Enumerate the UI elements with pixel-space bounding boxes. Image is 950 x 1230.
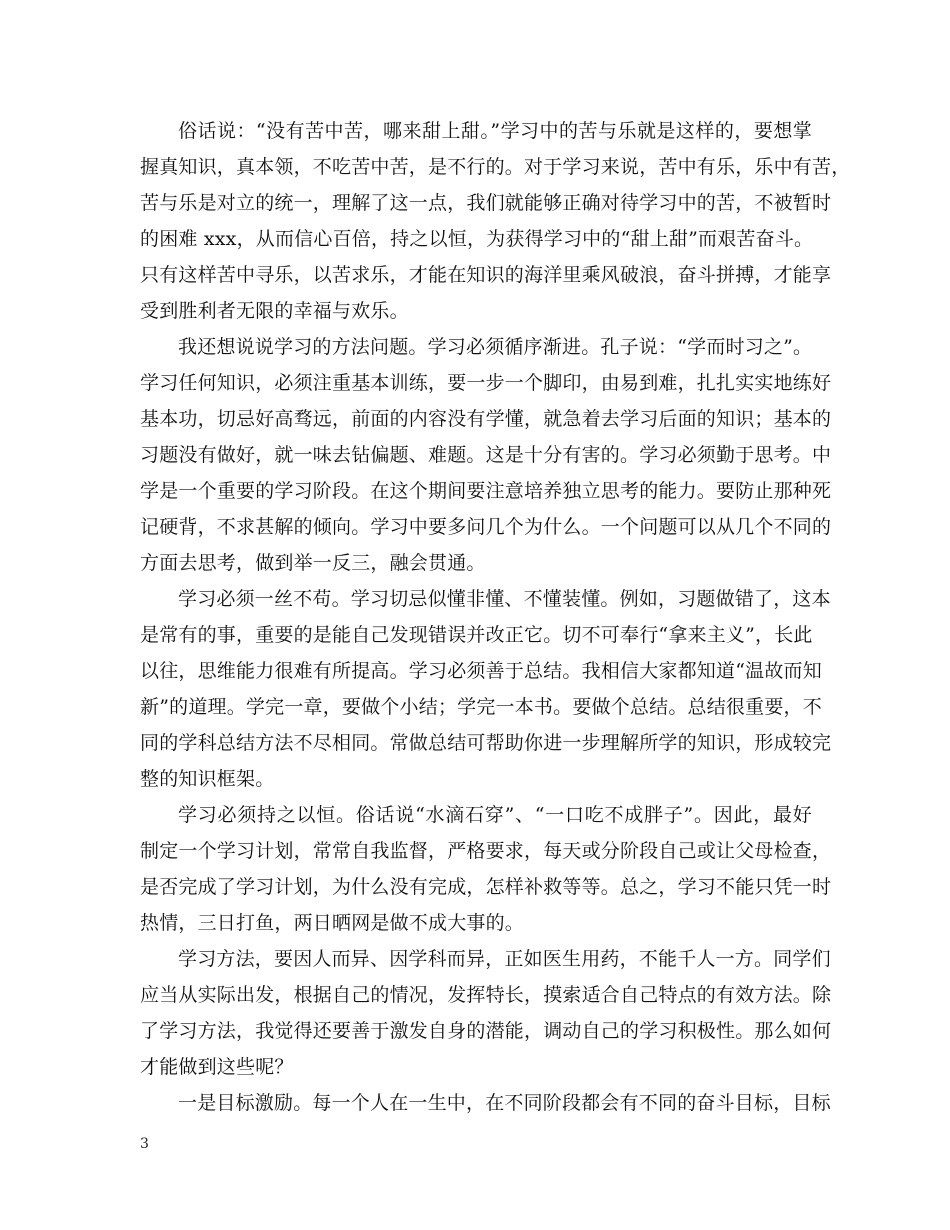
paragraph-line: 记硬背，不求甚解的倾向。学习中要多问几个为什么。一个问题可以从几个不同的: [140, 516, 832, 538]
paragraph-line: 学习方法，要因人而异、因学科而异，正如医生用药，不能千人一方。同学们: [178, 948, 831, 970]
paragraph: [140, 329, 832, 581]
paragraph-line: 以往，思维能力很难有所提高。学习必须善于总结。我相信大家都知道“温故而知: [140, 660, 822, 682]
paragraph-line: 握真知识，真本领，不吃苦中苦，是不行的。对于学习来说，苦中有乐，乐中有苦，: [140, 156, 851, 178]
paragraph-line: 学习任何知识，必须注重基本训练，要一步一个脚印，由易到难，扎扎实实地练好: [140, 372, 832, 394]
paragraph-line: 基本功，切忌好高骛远，前面的内容没有学懂，就急着去学习后面的知识；基本的: [140, 408, 832, 430]
paragraph-line: 学习必须一丝不苟。学习切忌似懂非懂、不懂装懂。例如，习题做错了，这本: [178, 588, 831, 610]
paragraph: [140, 581, 832, 797]
paragraph: [140, 1085, 831, 1121]
paragraph-line: 俗话说：“没有苦中苦，哪来甜上甜。”学习中的苦与乐就是这样的，要想掌: [178, 120, 812, 142]
paragraph-line: 只有这样苦中寻乐，以苦求乐，才能在知识的海洋里乘风破浪，奋斗拼搏，才能享: [140, 264, 832, 286]
page-number: 3: [140, 1136, 149, 1152]
paragraph-line: 学习必须持之以恒。俗话说“水滴石穿”、“一口吃不成胖子”。因此，最好: [178, 804, 812, 826]
paragraph-line: 苦与乐是对立的统一，理解了这一点，我们就能够正确对待学习中的苦，不被暂时: [140, 192, 832, 214]
document-body: [140, 113, 851, 1121]
paragraph-line: 受到胜利者无限的幸福与欢乐。: [140, 300, 409, 322]
paragraph-line: 是常有的事，重要的是能自己发现错误并改正它。切不可奉行“拿来主义”，长此: [140, 624, 813, 646]
paragraph-line: 一是目标激励。每一个人在一生中，在不同阶段都会有不同的奋斗目标，目标: [178, 1092, 831, 1114]
paragraph-line: 热情，三日打鱼，两日晒网是做不成大事的。: [140, 912, 525, 934]
paragraph-line: 我还想说说学习的方法问题。学习必须循序渐进。孔子说：“学而时习之”。: [178, 336, 813, 358]
paragraph-line: 方面去思考，做到举一反三，融会贯通。: [140, 552, 486, 574]
paragraph-line: 习题没有做好，就一味去钻偏题、难题。这是十分有害的。学习必须勤于思考。中: [140, 444, 832, 466]
paragraph-line: 的困难 xxx，从而信心百倍，持之以恒，为获得学习中的“甜上甜”而艰苦奋斗。: [140, 228, 814, 250]
paragraph-line: 是否完成了学习计划，为什么没有完成，怎样补救等等。总之，学习不能只凭一时: [140, 876, 832, 898]
paragraph-line: 才能做到这些呢？: [140, 1056, 294, 1078]
paragraph-line: 整的知识框架。: [140, 768, 275, 790]
paragraph-line: 制定一个学习计划，常常自我监督，严格要求，每天或分阶段自己或让父母检查，: [140, 840, 832, 862]
paragraph-line: 了学习方法，我觉得还要善于激发自身的潜能，调动自己的学习积极性。那么如何: [140, 1020, 832, 1042]
paragraph-line: 学是一个重要的学习阶段。在这个期间要注意培养独立思考的能力。要防止那种死: [140, 480, 832, 502]
paragraph-line: 新”的道理。学完一章，要做个小结；学完一本书。要做个总结。总结很重要，不: [140, 696, 822, 718]
paragraph: [140, 941, 832, 1085]
paragraph-line: 应当从实际出发，根据自己的情况，发挥特长，摸索适合自己特点的有效方法。除: [140, 984, 832, 1006]
paragraph: [140, 113, 851, 329]
paragraph-line: 同的学科总结方法不尽相同。常做总结可帮助你进一步理解所学的知识，形成较完: [140, 732, 832, 754]
paragraph: [140, 797, 832, 941]
